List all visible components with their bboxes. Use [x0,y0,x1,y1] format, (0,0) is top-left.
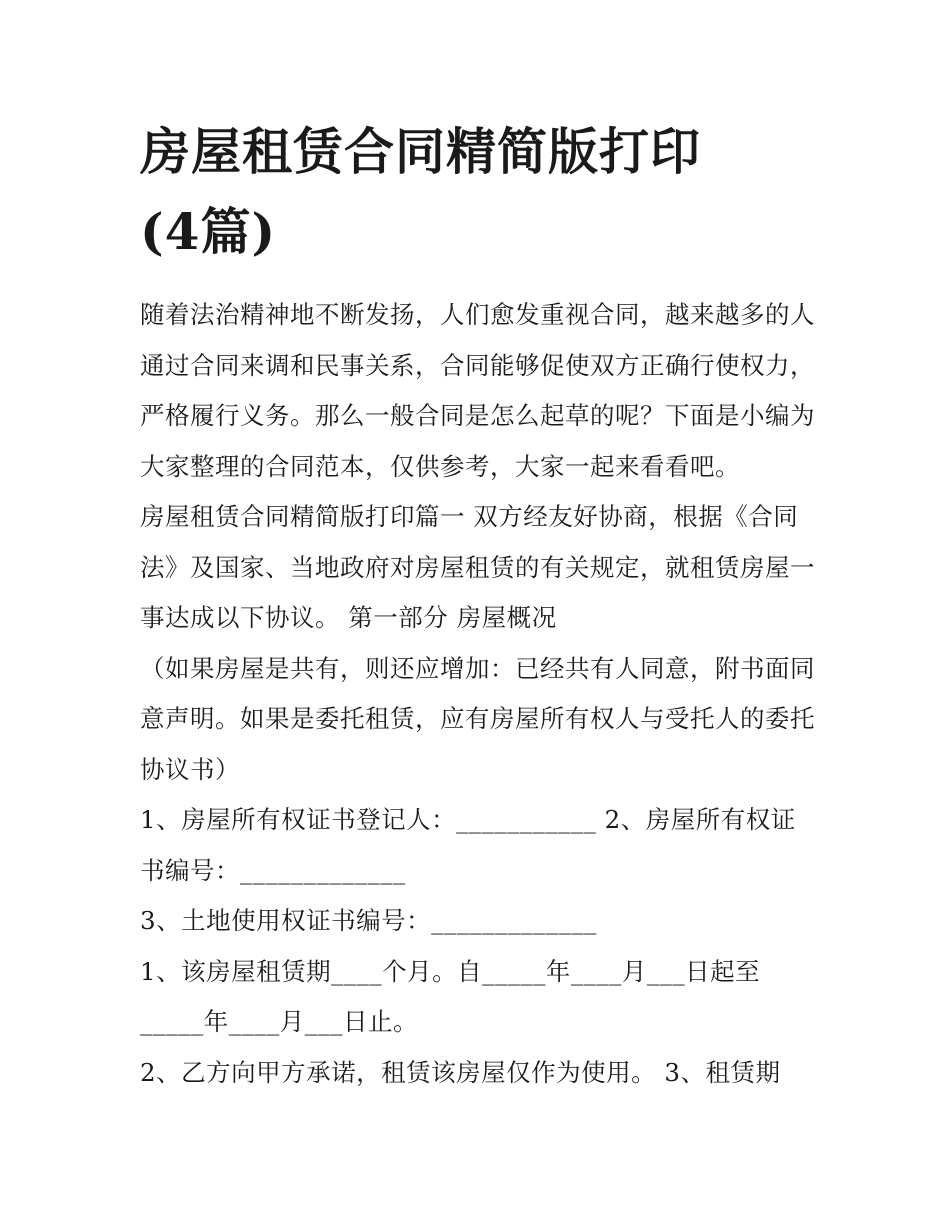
document-title: 房屋租赁合同精简版打印(4篇) [140,122,701,261]
intro-paragraph: 随着法治精神地不断发扬，人们愈发重视合同，越来越多的人通过合同来调和民事关系，合同能够促使双方正确行使权力，严格履行义务。那么一般合同是怎么起草的呢？下面是小编为大家整理的合同范本，仅供参考，大家一起来看看吧。 [140,300,815,481]
document-page [140,112,820,1098]
lease-term-paragraph: 1、该房屋租赁期____个月。自_____年____月___日起至_____年____月___日止。 [140,956,761,1036]
section-one-paragraph: 房屋租赁合同精简版打印篇一 双方经友好协商，根据《合同法》及国家、当地政府对房屋租赁的有关规定，就租赁房屋一事达成以下协议。 第一部分 房屋概况 [140,502,815,632]
co-ownership-note-paragraph: （如果房屋是共有，则还应增加：已经共有人同意，附书面同意声明。如果是委托租赁，应有房屋所有权人与受托人的委托协议书） [140,653,815,784]
tenant-promise-paragraph: 2、乙方向甲方承诺，租赁该房屋仅作为使用。 3、租赁期 [140,1057,781,1087]
land-certificate-paragraph: 3、土地使用权证书编号：_____________ [140,906,597,935]
ownership-certificate-paragraph: 1、房屋所有权证书登记人：___________ 2、房屋所有权证书编号：_____________ [140,805,796,885]
